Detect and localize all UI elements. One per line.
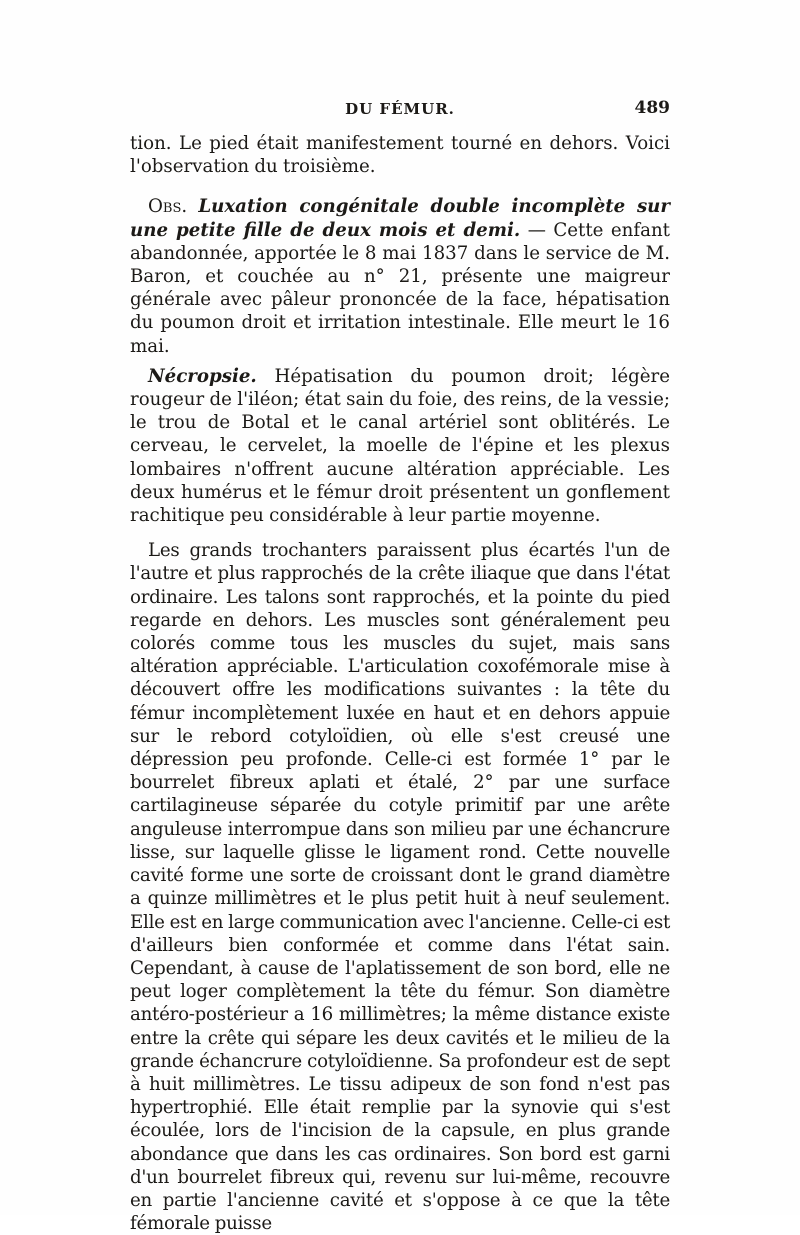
observation-text: — Cette enfant abandonnée, apportée le 8 mai 1837 dans le service de M. Baron, et couchée au n° 21, présente une maigreur générale avec pâleur prononcée de la face, hépatisation du poumon droit et irritation intestinale. Elle meurt le 16 mai. bbox=[130, 219, 670, 357]
observation-label: Obs. bbox=[148, 196, 188, 218]
page-header bbox=[130, 96, 670, 132]
necropsy-label: Nécropsie. bbox=[148, 365, 257, 387]
observation-title: Luxation congénitale double incomplète sur une petite fille de deux mois et demi. bbox=[130, 196, 670, 241]
paragraph-trochanters: Les grands trochanters paraissent plus écartés l'un de l'autre et plus rapprochés de la crête iliaque que dans l'état ordinaire. Les talons sont rapprochés, et la pointe du pied regarde en dehors. Les muscles sont généralement peu colorés comme tous les muscles du sujet, mais sans altération appréciable. L'articulation coxofémorale mise à découvert offre les modifications suivantes : la tête du fémur incomplètement luxée en haut et en dehors appuie sur le rebord cotyloïdien, où elle s'est creusé une dépression peu profonde. Celle-ci est formée 1° par le bourrelet fibreux aplati et étalé, 2° par une surface cartilagineuse séparée du cotyle primitif par une arête anguleuse interrompue dans son milieu par une échancrure lisse, sur laquelle glisse le ligament rond. Cette nouvelle cavité forme une sorte de croissant dont le grand diamètre a quinze millimètres et le plus petit huit à neuf seulement. Elle est en large communication avec l'ancienne. Celle-ci est d'ailleurs bien conformée et comme dans l'état sain. Cependant, à cause de l'aplatissement de son bord, elle ne peut loger complètement la tête du fémur. Son diamètre antéro-postérieur a 16 millimètres; la même distance existe entre la crête qui sépare les deux cavités et le milieu de la grande échancrure cotyloïdienne. Sa profondeur est de sept à huit millimètres. Le tissu adipeux de son fond n'est pas hypertrophié. Elle était remplie par la synovie qui s'est écoulée, lors de l'incision de la capsule, en plus grande abondance que dans les cas ordinaires. Son bord est garni d'un bourrelet fibreux qui, revenu sur lui-même, recouvre en partie l'ancienne cavité et s'oppose à ce que la tête fémorale puisse bbox=[130, 540, 671, 1235]
text-block bbox=[130, 96, 670, 1235]
paragraph-necropsy bbox=[130, 365, 670, 527]
running-title: DU FÉMUR. bbox=[345, 100, 455, 118]
necropsy-text: Hépatisation du poumon droit; légère rougeur de l'iléon; état sain du foie, des reins, de la vessie; le trou de Botal et le canal artériel sont oblitérés. Le cerveau, le cervelet, la moelle de l'épine et les plexus lombaires n'offrent aucune altération appréciable. Les deux humérus et le fémur droit présentent un gonflement rachitique peu considérable à leur partie moyenne. bbox=[130, 365, 670, 527]
paragraph-continuation: tion. Le pied était manifestement tourné en dehors. Voici l'observation du troisième. bbox=[130, 133, 670, 178]
page-number: 489 bbox=[634, 98, 670, 118]
paragraph-observation bbox=[130, 195, 670, 357]
